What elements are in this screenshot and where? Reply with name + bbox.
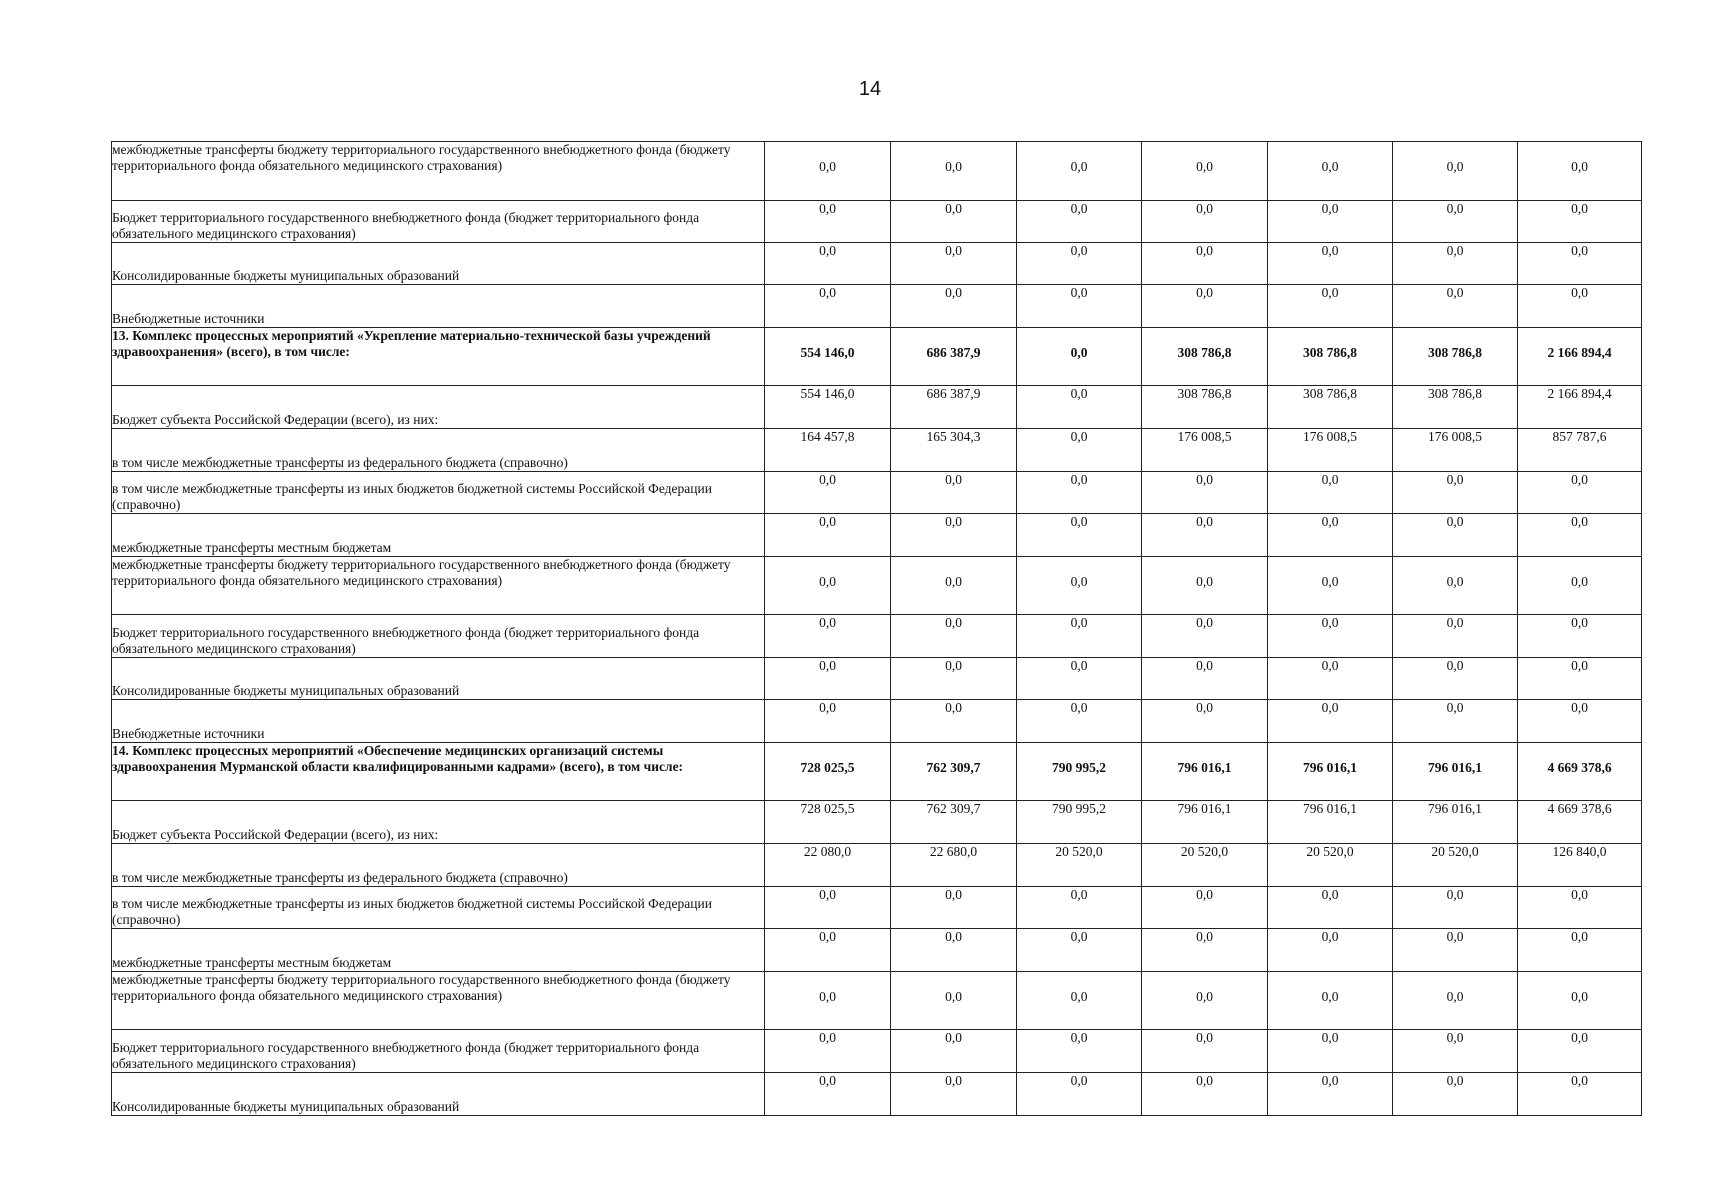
value-cell: 0,0 bbox=[1017, 429, 1142, 472]
value-cell: 0,0 bbox=[1268, 1030, 1393, 1073]
value-cell: 0,0 bbox=[1393, 514, 1518, 557]
value-cell: 22 080,0 bbox=[765, 844, 891, 887]
value-cell: 0,0 bbox=[1393, 700, 1518, 743]
value-cell: 0,0 bbox=[1142, 285, 1268, 328]
row-label: 14. Комплекс процессных мероприятий «Обеспечение медицинских организаций системы здравоохранения Мурманской области квалифицированными кадрами» (всего), в том числе: bbox=[112, 743, 765, 801]
value-cell: 0,0 bbox=[891, 972, 1017, 1030]
table-row bbox=[112, 243, 1642, 285]
row-label: Бюджет территориального государственного внебюджетного фонда (бюджет территориального фонда обязательного медицинского страхования) bbox=[112, 201, 765, 243]
value-cell: 0,0 bbox=[1518, 972, 1642, 1030]
value-cell: 0,0 bbox=[1268, 557, 1393, 615]
value-cell: 0,0 bbox=[1017, 142, 1142, 201]
table-row bbox=[112, 386, 1642, 429]
value-cell: 0,0 bbox=[1142, 1030, 1268, 1073]
value-cell: 554 146,0 bbox=[765, 386, 891, 429]
row-label: межбюджетные трансферты бюджету территориального государственного внебюджетного фонда (бюджету территориального фонда обязательного медицинского страхования) bbox=[112, 972, 765, 1030]
table-row bbox=[112, 844, 1642, 887]
value-cell: 0,0 bbox=[1518, 285, 1642, 328]
value-cell: 0,0 bbox=[765, 1073, 891, 1116]
value-cell: 0,0 bbox=[1268, 887, 1393, 929]
value-cell: 686 387,9 bbox=[891, 328, 1017, 386]
row-label: межбюджетные трансферты местным бюджетам bbox=[112, 929, 765, 972]
value-cell: 20 520,0 bbox=[1393, 844, 1518, 887]
value-cell: 0,0 bbox=[1393, 887, 1518, 929]
table-row bbox=[112, 472, 1642, 514]
value-cell: 0,0 bbox=[1393, 972, 1518, 1030]
value-cell: 0,0 bbox=[1142, 142, 1268, 201]
value-cell: 0,0 bbox=[1017, 615, 1142, 658]
value-cell: 0,0 bbox=[1393, 285, 1518, 328]
table-body bbox=[112, 142, 1642, 1116]
value-cell: 0,0 bbox=[891, 243, 1017, 285]
value-cell: 0,0 bbox=[1142, 700, 1268, 743]
value-cell: 0,0 bbox=[765, 972, 891, 1030]
value-cell: 0,0 bbox=[1393, 201, 1518, 243]
value-cell: 0,0 bbox=[765, 929, 891, 972]
value-cell: 796 016,1 bbox=[1142, 801, 1268, 844]
table-row bbox=[112, 1073, 1642, 1116]
row-label: Консолидированные бюджеты муниципальных образований bbox=[112, 658, 765, 700]
value-cell: 0,0 bbox=[1393, 142, 1518, 201]
table-row bbox=[112, 429, 1642, 472]
value-cell: 0,0 bbox=[1017, 929, 1142, 972]
table-row bbox=[112, 142, 1642, 201]
value-cell: 0,0 bbox=[765, 700, 891, 743]
value-cell: 0,0 bbox=[1017, 658, 1142, 700]
value-cell: 0,0 bbox=[765, 201, 891, 243]
value-cell: 0,0 bbox=[1017, 887, 1142, 929]
value-cell: 0,0 bbox=[1268, 1073, 1393, 1116]
value-cell: 0,0 bbox=[765, 514, 891, 557]
row-label: межбюджетные трансферты местным бюджетам bbox=[112, 514, 765, 557]
value-cell: 0,0 bbox=[1268, 658, 1393, 700]
value-cell: 0,0 bbox=[1142, 201, 1268, 243]
value-cell: 0,0 bbox=[1017, 1073, 1142, 1116]
value-cell: 308 786,8 bbox=[1142, 386, 1268, 429]
value-cell: 0,0 bbox=[1017, 386, 1142, 429]
value-cell: 0,0 bbox=[765, 1030, 891, 1073]
value-cell: 0,0 bbox=[1518, 472, 1642, 514]
value-cell: 4 669 378,6 bbox=[1518, 743, 1642, 801]
row-label: Консолидированные бюджеты муниципальных образований bbox=[112, 1073, 765, 1116]
row-label: Бюджет субъекта Российской Федерации (всего), из них: bbox=[112, 801, 765, 844]
value-cell: 0,0 bbox=[765, 243, 891, 285]
value-cell: 0,0 bbox=[891, 929, 1017, 972]
page-number: 14 bbox=[858, 78, 882, 100]
table-row bbox=[112, 801, 1642, 844]
value-cell: 0,0 bbox=[891, 285, 1017, 328]
value-cell: 0,0 bbox=[1393, 472, 1518, 514]
value-cell: 0,0 bbox=[1518, 700, 1642, 743]
value-cell: 0,0 bbox=[1017, 328, 1142, 386]
value-cell: 0,0 bbox=[1142, 887, 1268, 929]
row-label: межбюджетные трансферты бюджету территориального государственного внебюджетного фонда (бюджету территориального фонда обязательного медицинского страхования) bbox=[112, 142, 765, 201]
table-row bbox=[112, 201, 1642, 243]
value-cell: 790 995,2 bbox=[1017, 743, 1142, 801]
row-label: в том числе межбюджетные трансферты из федерального бюджета (справочно) bbox=[112, 844, 765, 887]
table-row bbox=[112, 929, 1642, 972]
value-cell: 0,0 bbox=[1142, 615, 1268, 658]
value-cell: 0,0 bbox=[1268, 929, 1393, 972]
value-cell: 0,0 bbox=[1518, 1073, 1642, 1116]
value-cell: 308 786,8 bbox=[1393, 328, 1518, 386]
value-cell: 0,0 bbox=[891, 700, 1017, 743]
value-cell: 762 309,7 bbox=[891, 801, 1017, 844]
value-cell: 0,0 bbox=[891, 887, 1017, 929]
value-cell: 20 520,0 bbox=[1017, 844, 1142, 887]
value-cell: 790 995,2 bbox=[1017, 801, 1142, 844]
value-cell: 0,0 bbox=[1142, 557, 1268, 615]
row-label: 13. Комплекс процессных мероприятий «Укрепление материально-технической базы учреждений здравоохранения» (всего), в том числе: bbox=[112, 328, 765, 386]
value-cell: 0,0 bbox=[1017, 700, 1142, 743]
value-cell: 686 387,9 bbox=[891, 386, 1017, 429]
value-cell: 0,0 bbox=[1518, 557, 1642, 615]
value-cell: 0,0 bbox=[1393, 557, 1518, 615]
table-row bbox=[112, 658, 1642, 700]
value-cell: 0,0 bbox=[891, 1030, 1017, 1073]
value-cell: 0,0 bbox=[1017, 514, 1142, 557]
value-cell: 176 008,5 bbox=[1393, 429, 1518, 472]
value-cell: 0,0 bbox=[1142, 972, 1268, 1030]
value-cell: 0,0 bbox=[1518, 929, 1642, 972]
value-cell: 0,0 bbox=[1518, 201, 1642, 243]
value-cell: 762 309,7 bbox=[891, 743, 1017, 801]
row-label: Внебюджетные источники bbox=[112, 700, 765, 743]
value-cell: 0,0 bbox=[1518, 243, 1642, 285]
value-cell: 0,0 bbox=[1393, 1073, 1518, 1116]
value-cell: 0,0 bbox=[1268, 142, 1393, 201]
value-cell: 165 304,3 bbox=[891, 429, 1017, 472]
value-cell: 308 786,8 bbox=[1268, 328, 1393, 386]
value-cell: 0,0 bbox=[765, 472, 891, 514]
value-cell: 0,0 bbox=[1142, 514, 1268, 557]
table-row bbox=[112, 328, 1642, 386]
value-cell: 0,0 bbox=[1017, 557, 1142, 615]
value-cell: 0,0 bbox=[765, 557, 891, 615]
value-cell: 22 680,0 bbox=[891, 844, 1017, 887]
value-cell: 176 008,5 bbox=[1268, 429, 1393, 472]
table-row bbox=[112, 557, 1642, 615]
value-cell: 0,0 bbox=[891, 615, 1017, 658]
value-cell: 796 016,1 bbox=[1268, 801, 1393, 844]
table-row bbox=[112, 743, 1642, 801]
value-cell: 0,0 bbox=[891, 557, 1017, 615]
value-cell: 0,0 bbox=[1518, 615, 1642, 658]
row-label: в том числе межбюджетные трансферты из иных бюджетов бюджетной системы Российской Федерации (справочно) bbox=[112, 887, 765, 929]
value-cell: 0,0 bbox=[1268, 243, 1393, 285]
value-cell: 4 669 378,6 bbox=[1518, 801, 1642, 844]
value-cell: 0,0 bbox=[1268, 972, 1393, 1030]
value-cell: 796 016,1 bbox=[1393, 743, 1518, 801]
value-cell: 0,0 bbox=[1268, 285, 1393, 328]
value-cell: 728 025,5 bbox=[765, 743, 891, 801]
value-cell: 0,0 bbox=[765, 658, 891, 700]
value-cell: 308 786,8 bbox=[1393, 386, 1518, 429]
row-label: в том числе межбюджетные трансферты из федерального бюджета (справочно) bbox=[112, 429, 765, 472]
value-cell: 0,0 bbox=[1142, 929, 1268, 972]
table-row bbox=[112, 1030, 1642, 1073]
row-label: Внебюджетные источники bbox=[112, 285, 765, 328]
value-cell: 0,0 bbox=[1393, 929, 1518, 972]
value-cell: 308 786,8 bbox=[1142, 328, 1268, 386]
value-cell: 0,0 bbox=[891, 514, 1017, 557]
value-cell: 796 016,1 bbox=[1393, 801, 1518, 844]
value-cell: 0,0 bbox=[1518, 514, 1642, 557]
row-label: Бюджет территориального государственного внебюджетного фонда (бюджет территориального фонда обязательного медицинского страхования) bbox=[112, 615, 765, 658]
value-cell: 0,0 bbox=[1142, 658, 1268, 700]
value-cell: 0,0 bbox=[1518, 658, 1642, 700]
budget-table bbox=[111, 141, 1642, 1116]
value-cell: 176 008,5 bbox=[1142, 429, 1268, 472]
value-cell: 0,0 bbox=[1268, 472, 1393, 514]
value-cell: 0,0 bbox=[1393, 615, 1518, 658]
value-cell: 0,0 bbox=[1142, 1073, 1268, 1116]
table-row bbox=[112, 615, 1642, 658]
value-cell: 126 840,0 bbox=[1518, 844, 1642, 887]
value-cell: 0,0 bbox=[1268, 615, 1393, 658]
value-cell: 0,0 bbox=[1518, 142, 1642, 201]
value-cell: 0,0 bbox=[1017, 1030, 1142, 1073]
value-cell: 0,0 bbox=[1518, 887, 1642, 929]
value-cell: 0,0 bbox=[1017, 285, 1142, 328]
value-cell: 0,0 bbox=[765, 887, 891, 929]
value-cell: 0,0 bbox=[1268, 700, 1393, 743]
value-cell: 728 025,5 bbox=[765, 801, 891, 844]
value-cell: 796 016,1 bbox=[1268, 743, 1393, 801]
value-cell: 308 786,8 bbox=[1268, 386, 1393, 429]
value-cell: 0,0 bbox=[1393, 243, 1518, 285]
value-cell: 796 016,1 bbox=[1142, 743, 1268, 801]
value-cell: 0,0 bbox=[1393, 1030, 1518, 1073]
value-cell: 0,0 bbox=[891, 1073, 1017, 1116]
value-cell: 20 520,0 bbox=[1268, 844, 1393, 887]
value-cell: 0,0 bbox=[1268, 201, 1393, 243]
value-cell: 0,0 bbox=[765, 285, 891, 328]
value-cell: 0,0 bbox=[1017, 201, 1142, 243]
value-cell: 0,0 bbox=[1518, 1030, 1642, 1073]
table-row bbox=[112, 285, 1642, 328]
value-cell: 0,0 bbox=[891, 658, 1017, 700]
row-label: Бюджет субъекта Российской Федерации (всего), из них: bbox=[112, 386, 765, 429]
value-cell: 0,0 bbox=[765, 615, 891, 658]
value-cell: 0,0 bbox=[1142, 243, 1268, 285]
value-cell: 0,0 bbox=[1017, 243, 1142, 285]
value-cell: 0,0 bbox=[1017, 972, 1142, 1030]
value-cell: 0,0 bbox=[1393, 658, 1518, 700]
value-cell: 164 457,8 bbox=[765, 429, 891, 472]
row-label: в том числе межбюджетные трансферты из иных бюджетов бюджетной системы Российской Федерации (справочно) bbox=[112, 472, 765, 514]
value-cell: 0,0 bbox=[1017, 472, 1142, 514]
value-cell: 0,0 bbox=[765, 142, 891, 201]
value-cell: 857 787,6 bbox=[1518, 429, 1642, 472]
value-cell: 0,0 bbox=[1142, 472, 1268, 514]
table-row bbox=[112, 887, 1642, 929]
row-label: межбюджетные трансферты бюджету территориального государственного внебюджетного фонда (бюджету территориального фонда обязательного медицинского страхования) bbox=[112, 557, 765, 615]
table-row bbox=[112, 972, 1642, 1030]
value-cell: 0,0 bbox=[891, 201, 1017, 243]
value-cell: 2 166 894,4 bbox=[1518, 328, 1642, 386]
value-cell: 554 146,0 bbox=[765, 328, 891, 386]
value-cell: 2 166 894,4 bbox=[1518, 386, 1642, 429]
row-label: Бюджет территориального государственного внебюджетного фонда (бюджет территориального фонда обязательного медицинского страхования) bbox=[112, 1030, 765, 1073]
value-cell: 20 520,0 bbox=[1142, 844, 1268, 887]
table-row bbox=[112, 514, 1642, 557]
value-cell: 0,0 bbox=[891, 142, 1017, 201]
value-cell: 0,0 bbox=[1268, 514, 1393, 557]
row-label: Консолидированные бюджеты муниципальных образований bbox=[112, 243, 765, 285]
value-cell: 0,0 bbox=[891, 472, 1017, 514]
table-row bbox=[112, 700, 1642, 743]
